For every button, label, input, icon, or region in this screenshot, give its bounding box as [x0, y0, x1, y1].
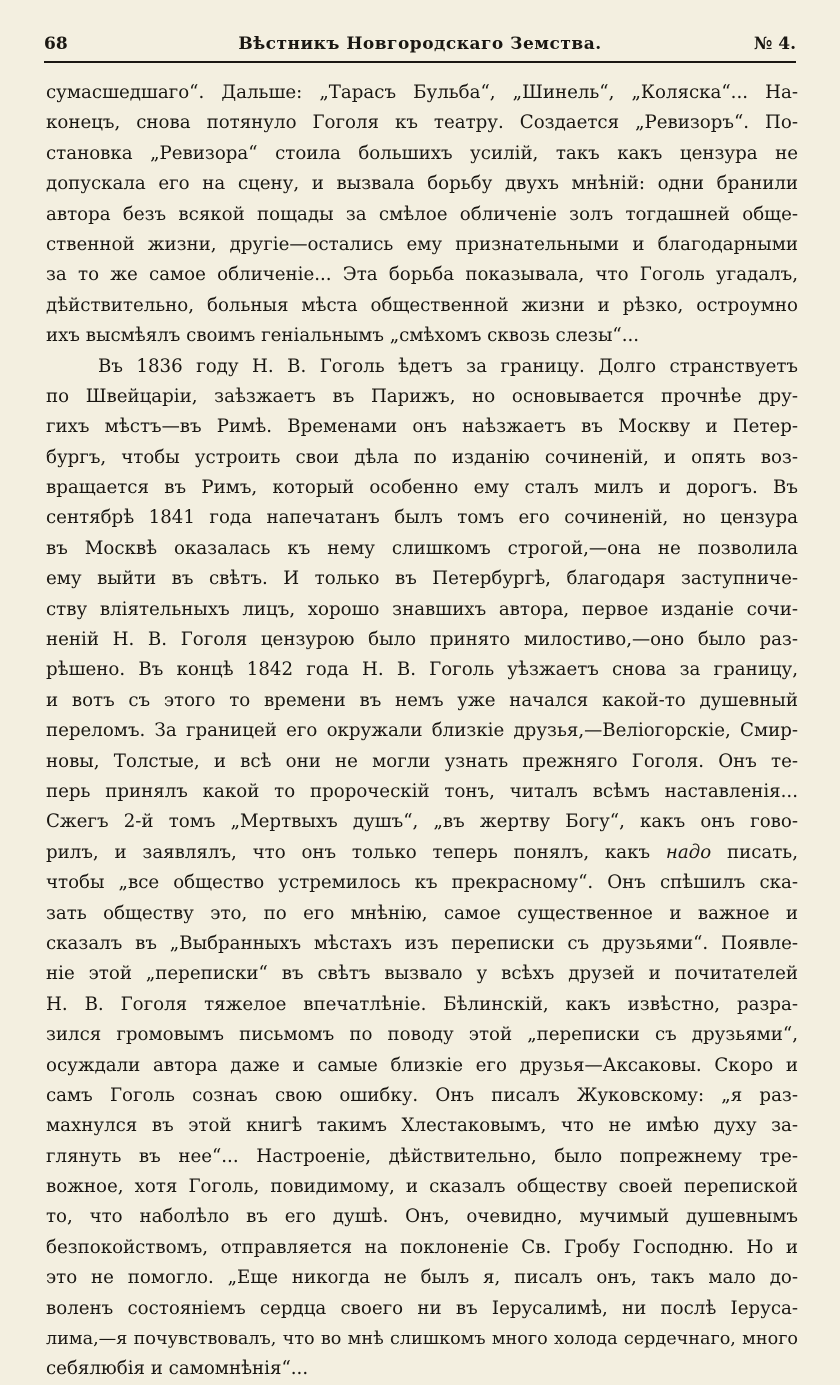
text-line: по Швейцаріи, заѣзжаетъ въ Парижъ, но основывается прочнѣе дру-	[46, 385, 798, 407]
text-line: бургъ, чтобы устроить свои дѣла по изданію сочиненій, и опять воз-	[46, 446, 798, 468]
text-line: это не помогло. „Еще никогда не былъ я, писалъ онъ, такъ мало до-	[46, 1267, 798, 1289]
text-line: чтобы „все общество устремилось къ прекрасному“. Онъ спѣшилъ ска-	[46, 872, 798, 894]
text-line: ству вліятельныхъ лицъ, хорошо знавшихъ автора, первое изданіе сочи-	[46, 598, 798, 620]
text-line: становка „Ревизора“ стоила большихъ усилій, такъ какъ цензура не	[46, 142, 798, 164]
text-line: себялюбія и самомнѣнія“...	[46, 1358, 309, 1380]
text-line: въ Москвѣ оказалась къ нему слишкомъ строгой,—она не позволила	[46, 537, 798, 559]
text-line: и вотъ съ этого то времени въ немъ уже начался какой-то душевный	[46, 689, 798, 711]
text-line: самъ Гоголь сознаъ свою ошибку. Онъ писалъ Жуковскому: „я раз-	[46, 1084, 798, 1106]
text-line: за то же самое обличеніе... Эта борьба показывала, что Гоголь угадалъ,	[46, 264, 798, 286]
text-line: безпокойствомъ, отправляется на поклоненіе Св. Гробу Господню. Но и	[46, 1236, 798, 1258]
text-line: сказалъ въ „Выбранныхъ мѣстахъ изъ переписки съ друзьями“. Появле-	[46, 932, 798, 954]
text-segment: писать,	[711, 841, 798, 863]
text-line: ихъ высмѣялъ своимъ геніальнымъ „смѣхомъ сквозь слезы“...	[46, 325, 640, 347]
text-line: неній Н. В. Гоголя цензурою было принято милостиво,—оно было раз-	[46, 629, 798, 651]
text-line: перь принялъ какой то пророческій тонъ, читалъ всѣмъ наставленія...	[46, 780, 798, 802]
text-line: переломъ. За границей его окружали близкіе друзья,—Веліогорскіе, Смир-	[46, 720, 798, 742]
page-number: 68	[44, 34, 68, 54]
article-body	[46, 78, 798, 1385]
text-line: автора безъ всякой пощады за смѣлое обличеніе золъ тогдашней обще-	[46, 203, 798, 225]
text-line: Н. В. Гоголя тяжелое впечатлѣніе. Бѣлинскій, какъ извѣстно, разра-	[46, 993, 798, 1015]
text-line: глянуть въ нее“... Настроеніе, дѣйствительно, было попрежнему тре-	[46, 1145, 798, 1167]
text-line: ему выйти въ свѣтъ. И только въ Петербургѣ, благодаря заступниче-	[46, 568, 798, 590]
text-line: вожное, хотя Гоголь, повидимому, и сказалъ обществу своей перепиской	[46, 1176, 798, 1198]
issue-number: № 4.	[753, 34, 796, 54]
text-line: допускала его на сцену, и вызвала борьбу двухъ мнѣній: одни бранили	[46, 173, 798, 195]
text-line: воленъ состояніемъ сердца своего ни въ Іерусалимѣ, ни послѣ Іеруса-	[46, 1297, 798, 1319]
text-line: дѣйствительно, больныя мѣста общественной жизни и рѣзко, остроумно	[46, 294, 798, 316]
text-line: сумасшедшаго“. Дальше: „Тарасъ Бульба“, „Шинель“, „Коляска“... На-	[46, 82, 798, 103]
text-line: ніе этой „переписки“ въ свѣтъ вызвало у всѣхъ друзей и почитателей	[46, 963, 798, 985]
running-header	[44, 30, 796, 60]
text-line: зать обществу это, по его мнѣнію, самое существенное и важное и	[46, 902, 798, 924]
text-line: ственной жизни, другіе—остались ему признательными и благодарными	[46, 233, 798, 255]
text-line: лима,—я почувствовалъ, что во мнѣ слишкомъ много холода сердечнаго, много	[46, 1329, 798, 1350]
paragraph-start-line: Въ 1836 году Н. В. Гоголь ѣдетъ за границу. Долго странствуетъ	[98, 355, 798, 377]
text-line-with-italic	[46, 838, 798, 868]
text-line: вращается въ Римъ, который особенно ему сталъ милъ и дорогъ. Въ	[46, 477, 798, 499]
text-line: рѣшено. Въ концѣ 1842 года Н. В. Гоголь уѣзжаетъ снова за границу,	[46, 659, 798, 681]
text-line: конецъ, снова потянуло Гоголя къ театру. Создается „Ревизоръ“. По-	[46, 112, 798, 134]
text-line: осуждали автора даже и самые близкіе его друзья—Аксаковы. Скоро и	[46, 1054, 798, 1076]
text-line: то, что наболѣло въ его душѣ. Онъ, очевидно, мучимый душевнымъ	[46, 1206, 798, 1228]
text-line: махнулся въ этой книгѣ такимъ Хлестаковымъ, что не имѣю духу за-	[46, 1115, 798, 1137]
text-line: Сжегъ 2-й томъ „Мертвыхъ душъ“, „въ жертву Богу“, какъ онъ гово-	[46, 811, 798, 833]
text-line: гихъ мѣстъ—въ Римѣ. Временами онъ наѣзжаетъ въ Москву и Петер-	[46, 416, 798, 438]
text-segment: рилъ, и заявлялъ, что онъ только теперь понялъ, какъ	[46, 841, 666, 863]
text-line: новы, Толстые, и всѣ они не могли узнать прежняго Гоголя. Онъ те-	[46, 750, 798, 772]
journal-title: Вѣстникъ Новгородскаго Земства.	[238, 34, 602, 54]
header-rule	[44, 61, 796, 63]
text-line: зился громовымъ письмомъ по поводу этой „переписки съ друзьями“,	[46, 1024, 798, 1046]
italic-word: надо	[665, 841, 712, 863]
text-line: сентябрѣ 1841 года напечатанъ былъ томъ его сочиненій, но цензура	[46, 507, 798, 529]
